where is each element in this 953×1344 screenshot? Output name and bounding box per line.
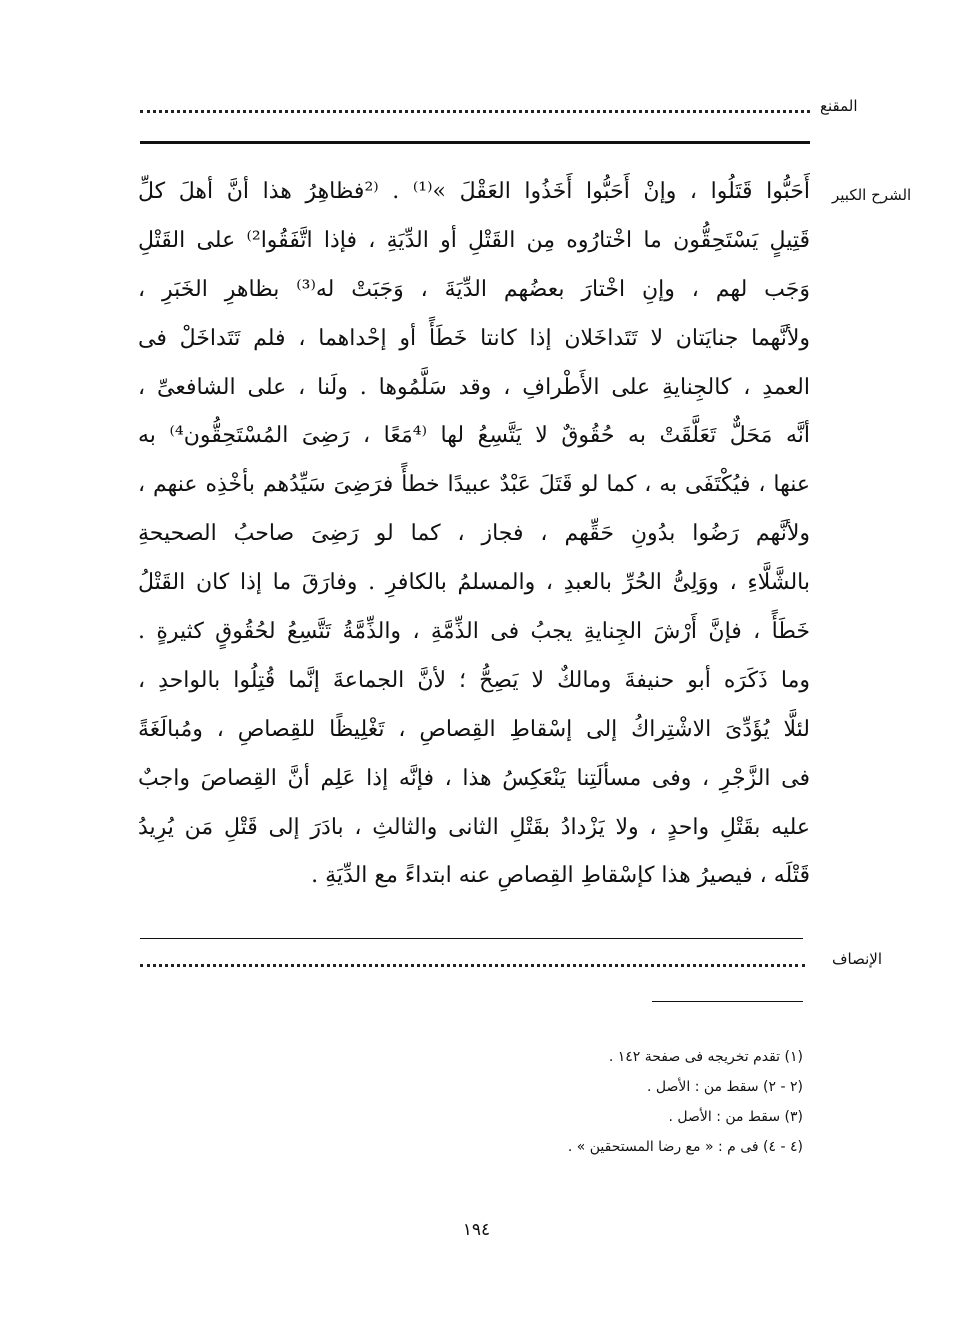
text-line: ولأنَّهم رَضُوا بدُونِ حَقِّهم ، فجاز ، كما لو رَضِىَ صاحبُ الصحيحةِ [138, 521, 810, 547]
body-end-rule [140, 938, 803, 939]
insaf-dotted-line [140, 964, 805, 967]
footnote: (٤ - ٤) فى م : « مع رضا المستحقين » . [567, 1139, 803, 1155]
text-line: بالشَّلَّاءِ ، ووَلِىُّ الحُرِّ بالعبدِ ، والمسلمُ بالكافرِ . وفارَقَ ما إذا كان القَتْلُ [138, 570, 810, 596]
footnote: (٣) سقط من : الأصل . [668, 1109, 803, 1125]
main-body-text [138, 168, 810, 901]
footnote: (٢ - ٢) سقط من : الأصل . [647, 1079, 803, 1095]
text-line: عليه بقَتْلِ واحدٍ ، ولا يَزْدادُ بقَتْلِ الثانى والثالثِ ، بادَرَ إلى قَتْلِ مَن يُرِيدُ [138, 814, 810, 840]
footnotes [568, 1042, 803, 1162]
text-line: قَتِيلٍ يَسْتَحِقُّون ما اخْتارُوه مِن القَتْلِ أو الدِّيَةِ ، فإذا اتَّفَقُوا²⁾ على القَتْلِ [138, 227, 810, 253]
insaf-section-label: الإنصاف [832, 950, 883, 968]
text-line: ولأنَّهما جنايَتان لا تَتَداخَلان إذا كانتا خَطَأً أو إحْداهما ، فلم تَتَداخَلْ فى [138, 325, 810, 351]
sharh-section-label: الشرح الكبير [832, 186, 912, 204]
footnote: (١) تقدم تخريجه فى صفحة ١٤٢ . [608, 1049, 803, 1065]
text-line: لئلَّا يُؤَدِّىَ الاشْتِراكُ إلى إسْقاطِ القِصاصِ ، تَغْلِيظًا للقِصاصِ ، ومُبالَغَةً [138, 716, 810, 742]
text-line: وما ذَكَرَه أبو حنيفةَ ومالكٌ لا يَصِحُّ ؛ لأنَّ الجماعةَ إنَّما قُتِلُوا بالواحدِ ، [138, 667, 810, 693]
book-title: المقنع [820, 97, 858, 115]
text-line: أنَّه مَحَلٌّ تَعَلَّقَتْ به حُقُوقٌ لا يَتَّسِعُ لها ⁽⁴مَعًا ، رَضِىَ المُسْتَحِقُّون⁴⁾ به [138, 423, 810, 449]
header-dotted-line [140, 110, 810, 113]
text-line: العمدِ ، كالجِنايةِ على الأَطْرافِ ، وقد سَلَّمُوها . ولَنا ، على الشافعىِّ ، [138, 374, 810, 400]
text-line: قَتْلَه ، فيصيرُ هذا كإسْقاطِ القِصاصِ عنه ابتداءً مع الدِّيَةِ . [311, 863, 810, 889]
text-line: فى الزَّجْرِ ، وفى مسألَتِنا يَنْعَكِسُ هذا ، فإنَّه إذا عَلِم أنَّ القِصاصَ واجبٌ [138, 765, 810, 791]
text-line: وَجَب لهم ، وإنِ اخْتارَ بعضُهم الدِّيَةَ ، وَجَبَتْ له⁽³⁾ بظاهرِ الخَبَرِ ، [138, 276, 810, 302]
footnote-separator [652, 1001, 803, 1002]
text-line: عنها ، فيُكْتَفَى به ، كما لو قَتَلَ عَبْدٌ عبيدًا خطأً فرَضِىَ سَيِّدُهم بأخْذِه عنهم ، [138, 472, 810, 498]
header-rule [140, 141, 810, 144]
page-number: ١٩٤ [462, 1220, 491, 1240]
text-line: خَطَأً ، فإنَّ أَرْشَ الجِنايةِ يجبُ فى الذِّمَّةِ ، والذِّمَّةُ تَتَّسِعُ لحُقُوقٍ كثيرةٍ . [138, 619, 810, 645]
text-line: أَحَبُّوا قَتَلُوا ، وإنْ أَحَبُّوا أَخَذُوا العَقْلَ »⁽¹⁾ . ⁽²فظاهِرُ هذا أنَّ أهلَ كلِّ [138, 179, 810, 204]
